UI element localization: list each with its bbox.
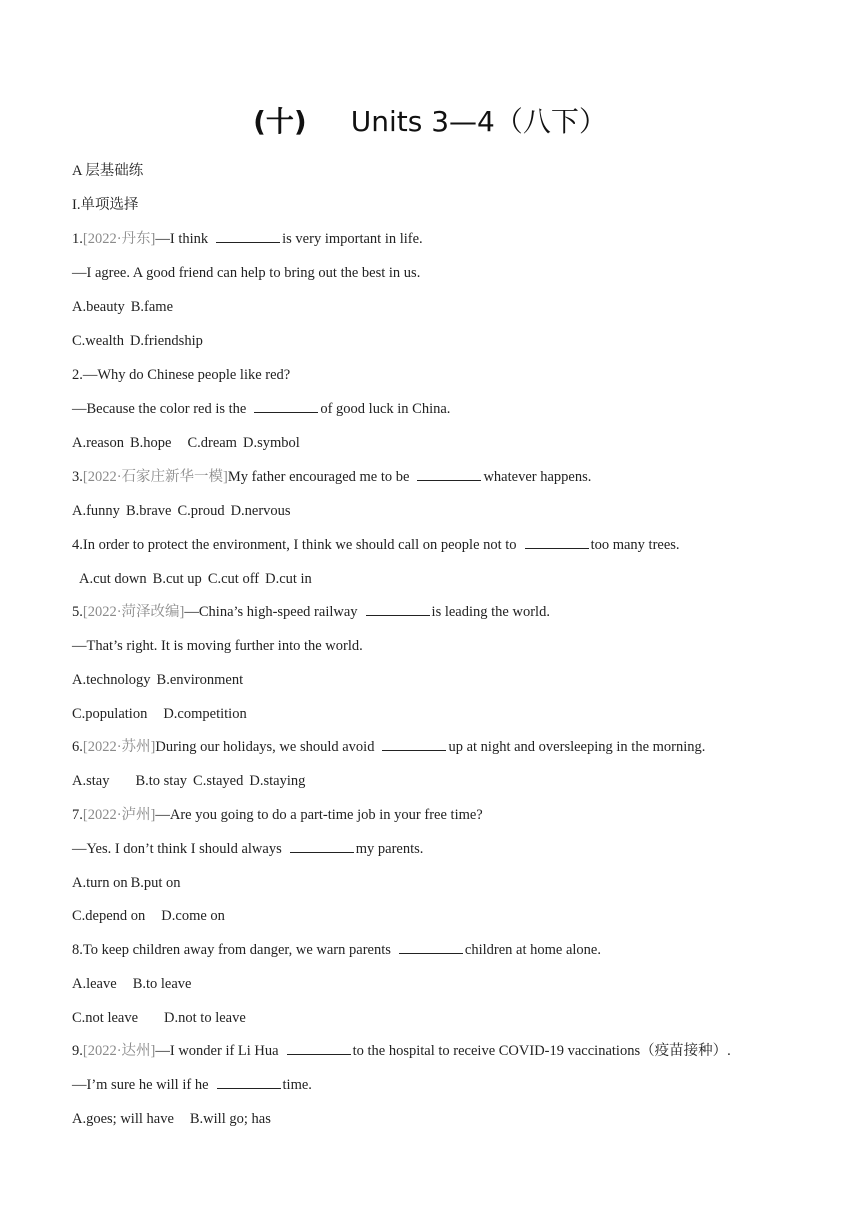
question-2: 2.—Why do Chinese people like red? — [72, 367, 291, 383]
answer-blank — [525, 536, 589, 549]
answer-blank — [399, 941, 463, 954]
page-title — [0, 100, 860, 140]
option-c: C.proud — [177, 503, 225, 519]
answer-blank — [216, 230, 280, 243]
option-b: B.brave — [125, 503, 172, 519]
option-d: D.come on — [161, 908, 225, 924]
option-c: C.population — [72, 706, 148, 722]
option-a: A.funny — [72, 503, 120, 519]
question-5-options-1 — [72, 671, 249, 689]
option-d: D.staying — [249, 773, 306, 789]
question-4-options — [79, 570, 318, 588]
question-1: 1.[2022·丹东]—I think is very important in life. — [72, 231, 423, 247]
question-5-options-2 — [72, 705, 253, 723]
section-heading: A 层基础练 — [72, 163, 144, 179]
option-c: C.cut off — [207, 571, 260, 587]
question-9: 9.[2022·达州]—I wonder if Li Hua to the hospital to receive COVID-19 vaccinations（疫苗接种）. — [72, 1043, 731, 1059]
question-9-options-1 — [72, 1110, 277, 1128]
question-source: [2022·泸州] — [82, 807, 156, 823]
option-b: B.hope — [129, 435, 172, 451]
option-a: A.cut down — [79, 571, 147, 587]
option-d: D.nervous — [230, 503, 291, 519]
option-c: C.not leave — [72, 1010, 139, 1026]
option-a: A.turn on — [72, 875, 128, 891]
option-a: A.goes; will have — [72, 1111, 174, 1127]
title-number: (十) — [253, 105, 307, 138]
question-2-reply: —Because the color red is the of good luck in China. — [72, 401, 451, 417]
question-source: [2022·菏泽改编] — [82, 604, 185, 620]
option-d: D.not to leave — [164, 1010, 246, 1026]
option-b: B.fame — [130, 299, 174, 315]
question-1-options-2 — [72, 332, 209, 350]
question-8: 8.To keep children away from danger, we warn parents children at home alone. — [72, 942, 601, 958]
question-1-reply: —I agree. A good friend can help to bring out the best in us. — [72, 265, 421, 281]
option-b: B.to leave — [132, 976, 192, 992]
question-5-reply: —That’s right. It is moving further into the world. — [72, 638, 363, 654]
option-a: A.technology — [72, 672, 151, 688]
question-6: 6.[2022·苏州]During our holidays, we should avoid up at night and oversleeping in the morning. — [72, 739, 706, 755]
answer-blank — [366, 603, 430, 616]
question-8-options-1 — [72, 975, 197, 993]
option-a: A.stay — [72, 773, 110, 789]
question-3: 3.[2022·石家庄新华一模]My father encouraged me to be whatever happens. — [72, 469, 592, 485]
question-7-reply: —Yes. I don’t think I should always my parents. — [72, 841, 424, 857]
option-d: D.friendship — [129, 333, 203, 349]
answer-blank — [254, 400, 318, 413]
question-7-options-2 — [72, 907, 231, 925]
option-d: D.cut in — [265, 571, 312, 587]
question-source: [2022·丹东] — [82, 231, 156, 247]
answer-blank — [287, 1042, 351, 1055]
option-b: B.put on — [130, 875, 181, 891]
question-7-options-1 — [72, 874, 181, 892]
option-b: B.will go; has — [189, 1111, 271, 1127]
option-b: B.cut up — [152, 571, 202, 587]
option-c: C.dream — [187, 435, 237, 451]
option-a: A.beauty — [72, 299, 125, 315]
question-source: [2022·石家庄新华一模] — [82, 469, 228, 485]
question-6-options — [72, 772, 311, 790]
question-2-options — [72, 434, 306, 452]
part-heading: I.单项选择 — [72, 197, 139, 213]
answer-blank — [417, 468, 481, 481]
title-text: Units 3—4（八下） — [350, 105, 607, 138]
question-1-options-1 — [72, 298, 179, 316]
question-source: [2022·苏州] — [82, 739, 156, 755]
question-9-reply: —I’m sure he will if he time. — [72, 1077, 312, 1093]
question-3-options — [72, 502, 297, 520]
question-4: 4.In order to protect the environment, I think we should call on people not to too many trees. — [72, 537, 680, 553]
option-a: A.reason — [72, 435, 124, 451]
question-source: [2022·达州] — [82, 1043, 156, 1059]
question-8-options-2 — [72, 1009, 252, 1027]
option-b: B.to stay — [135, 773, 188, 789]
option-b: B.environment — [156, 672, 244, 688]
option-c: C.stayed — [193, 773, 244, 789]
option-a: A.leave — [72, 976, 117, 992]
question-5: 5.[2022·菏泽改编]—China’s high-speed railway is leading the world. — [72, 604, 550, 620]
question-7: 7.[2022·泸州]—Are you going to do a part-time job in your free time? — [72, 807, 483, 823]
option-d: D.symbol — [242, 435, 300, 451]
option-c: C.depend on — [72, 908, 146, 924]
option-c: C.wealth — [72, 333, 124, 349]
answer-blank — [382, 738, 446, 751]
answer-blank — [290, 840, 354, 853]
option-d: D.competition — [163, 706, 247, 722]
answer-blank — [217, 1076, 281, 1089]
